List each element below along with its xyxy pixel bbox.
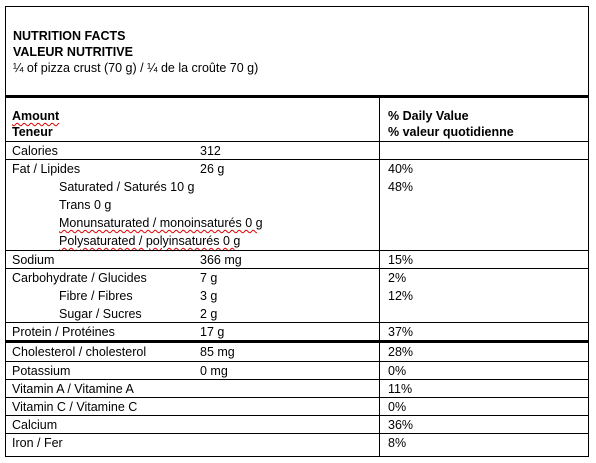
row-daily-value: 2% [388,271,407,285]
teneur-header: Teneur [12,125,53,139]
row-daily-value: 11% [388,382,413,396]
row-amount: 0 mg [200,364,228,378]
table-row-group-carbohydrate [6,268,588,322]
serving-size: ¼ of pizza crust (70 g) / ¼ de la croûte 70 g) [13,61,259,75]
row-label: Potassium [12,364,71,378]
row-daily-value: 28% [388,345,414,359]
row-label: Carbohydrate / Glucides [12,271,147,285]
row-label: Sugar / Sucres [59,307,142,321]
row-daily-value: 48% [388,180,414,194]
row-label: Calories [12,144,58,158]
row-label: Protein / Protéines [12,325,115,339]
row-amount: 366 mg [200,253,242,267]
row-amount: 7 g [200,271,218,285]
table-row [6,322,588,340]
row-amount: 85 mg [200,345,235,359]
row-daily-value: 8% [388,436,407,450]
table-row [6,415,588,433]
row-amount: 26 g [200,162,225,176]
row-label: Vitamin A / Vitamine A [12,382,134,396]
row-label: Vitamin C / Vitamine C [12,400,138,414]
row-amount: 312 [200,144,221,158]
row-label: Calcium [12,418,58,432]
table-row [6,141,588,159]
row-label: Saturated / Saturés 10 g [59,180,195,194]
row-label: Monunsaturated / monoinsaturés 0 g [59,216,263,230]
row-daily-value: 0% [388,364,407,378]
table-row [6,379,588,397]
title-french: VALEUR NUTRITIVE [13,45,133,59]
row-label: Trans 0 g [59,198,112,212]
table-row [6,340,588,361]
valeur-quotidienne-header: % valeur quotidienne [388,125,514,139]
table-row-group-fat [6,159,588,250]
row-label: Sodium [12,253,55,267]
row-label: Polysaturated / polyinsaturés 0 g [59,234,241,248]
row-daily-value: 37% [388,325,414,339]
row-label: Fibre / Fibres [59,289,133,303]
amount-header: Amount [12,109,60,123]
nutrition-table [5,6,589,457]
table-row [6,397,588,415]
row-label: Fat / Lipides [12,162,81,176]
row-daily-value: 40% [388,162,414,176]
column-header-row [6,101,588,141]
row-daily-value: 36% [388,418,414,432]
row-label: Iron / Fer [12,436,63,450]
title-english: NUTRITION FACTS [13,29,126,43]
table-header [6,7,588,98]
row-amount: 2 g [200,307,218,321]
table-row [6,250,588,268]
row-label: Cholesterol / cholesterol [12,345,147,359]
row-daily-value: 15% [388,253,414,267]
row-amount: 3 g [200,289,218,303]
row-daily-value: 0% [388,400,407,414]
row-daily-value: 12% [388,289,414,303]
row-amount: 17 g [200,325,225,339]
daily-value-header: % Daily Value [388,109,469,123]
table-row [6,433,588,456]
table-row [6,361,588,379]
